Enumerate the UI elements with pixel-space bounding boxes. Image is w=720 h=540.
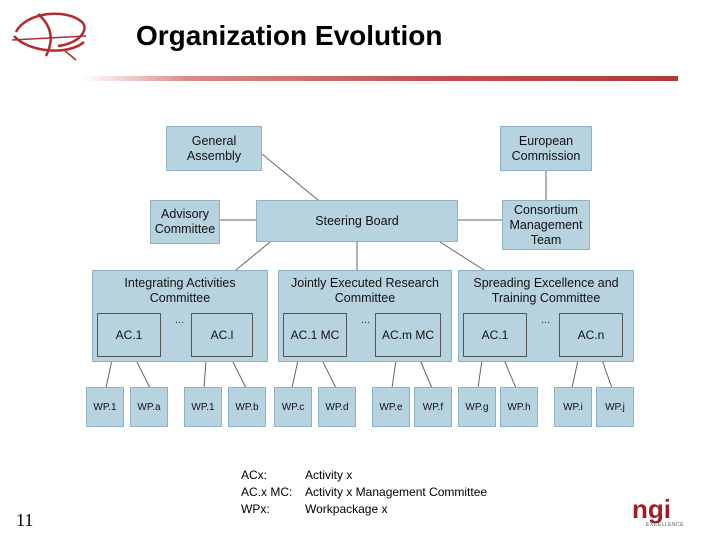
org-diagram [84, 118, 636, 430]
legend-row [241, 484, 487, 501]
activity-management-box: AC.m MC [375, 313, 441, 357]
workpackage-box: WP.h [500, 387, 538, 427]
workpackage-box: WP.c [274, 387, 312, 427]
committee-panel-spreading [458, 270, 634, 362]
page-title: Organization Evolution [136, 20, 443, 51]
legend-value: Activity x [305, 468, 353, 482]
workpackage-box: WP.g [458, 387, 496, 427]
european-commission-box [500, 126, 592, 171]
workpackage-box: WP.b [228, 387, 266, 427]
legend-value: Activity x Management Committee [305, 485, 488, 499]
workpackage-box: WP.f [414, 387, 452, 427]
advisory-committee-box [150, 200, 220, 244]
title-divider [82, 76, 678, 81]
advisory-committee-label: Advisory Committee [154, 207, 216, 236]
committee-label: Integrating Activities Committee [124, 276, 236, 305]
activity-box: AC.l [191, 313, 253, 357]
committee-label: Jointly Executed Research Committee [291, 276, 439, 305]
committee-label: Spreading Excellence and Training Committee [473, 276, 619, 305]
workpackage-box: WP.a [130, 387, 168, 427]
workpackage-box: WP.j [596, 387, 634, 427]
workpackage-box: WP.d [318, 387, 356, 427]
workpackage-box: WP.1 [184, 387, 222, 427]
legend-key: AC.x MC: [241, 485, 293, 499]
workpackage-box: WP.1 [86, 387, 124, 427]
brand-logo [632, 494, 692, 530]
workpackage-box: WP.e [372, 387, 410, 427]
committee-panel-research [278, 270, 452, 362]
activity-box: AC.1 [463, 313, 527, 357]
brand-tagline: EXCELLENCE [646, 522, 685, 528]
steering-board-box [256, 200, 458, 242]
brand-text: ngi [632, 494, 671, 524]
logo-icon [8, 6, 90, 62]
legend-value: Workpackage x [305, 502, 388, 516]
legend-key: ACx: [241, 468, 268, 482]
committee-panel-integrating [92, 270, 268, 362]
general-assembly-box [166, 126, 262, 171]
consortium-management-team-label: Consortium Management Team [509, 202, 583, 247]
activity-box: AC.1 [97, 313, 161, 357]
ellipsis: ... [175, 314, 185, 326]
ellipsis: ... [541, 314, 551, 326]
legend-row [241, 467, 487, 484]
activity-management-box: AC.1 MC [283, 313, 347, 357]
legend-key: WPx: [241, 502, 270, 516]
activity-box: AC.n [559, 313, 623, 357]
ellipsis: ... [361, 314, 371, 326]
steering-board-label: Steering Board [315, 213, 399, 228]
page-number: 11 [16, 510, 34, 530]
european-commission-label: European Commission [511, 133, 581, 163]
legend [241, 467, 487, 518]
consortium-management-team-box [502, 200, 590, 250]
legend-row [241, 501, 487, 518]
workpackage-box: WP.i [554, 387, 592, 427]
general-assembly-label: General Assembly [186, 133, 242, 163]
